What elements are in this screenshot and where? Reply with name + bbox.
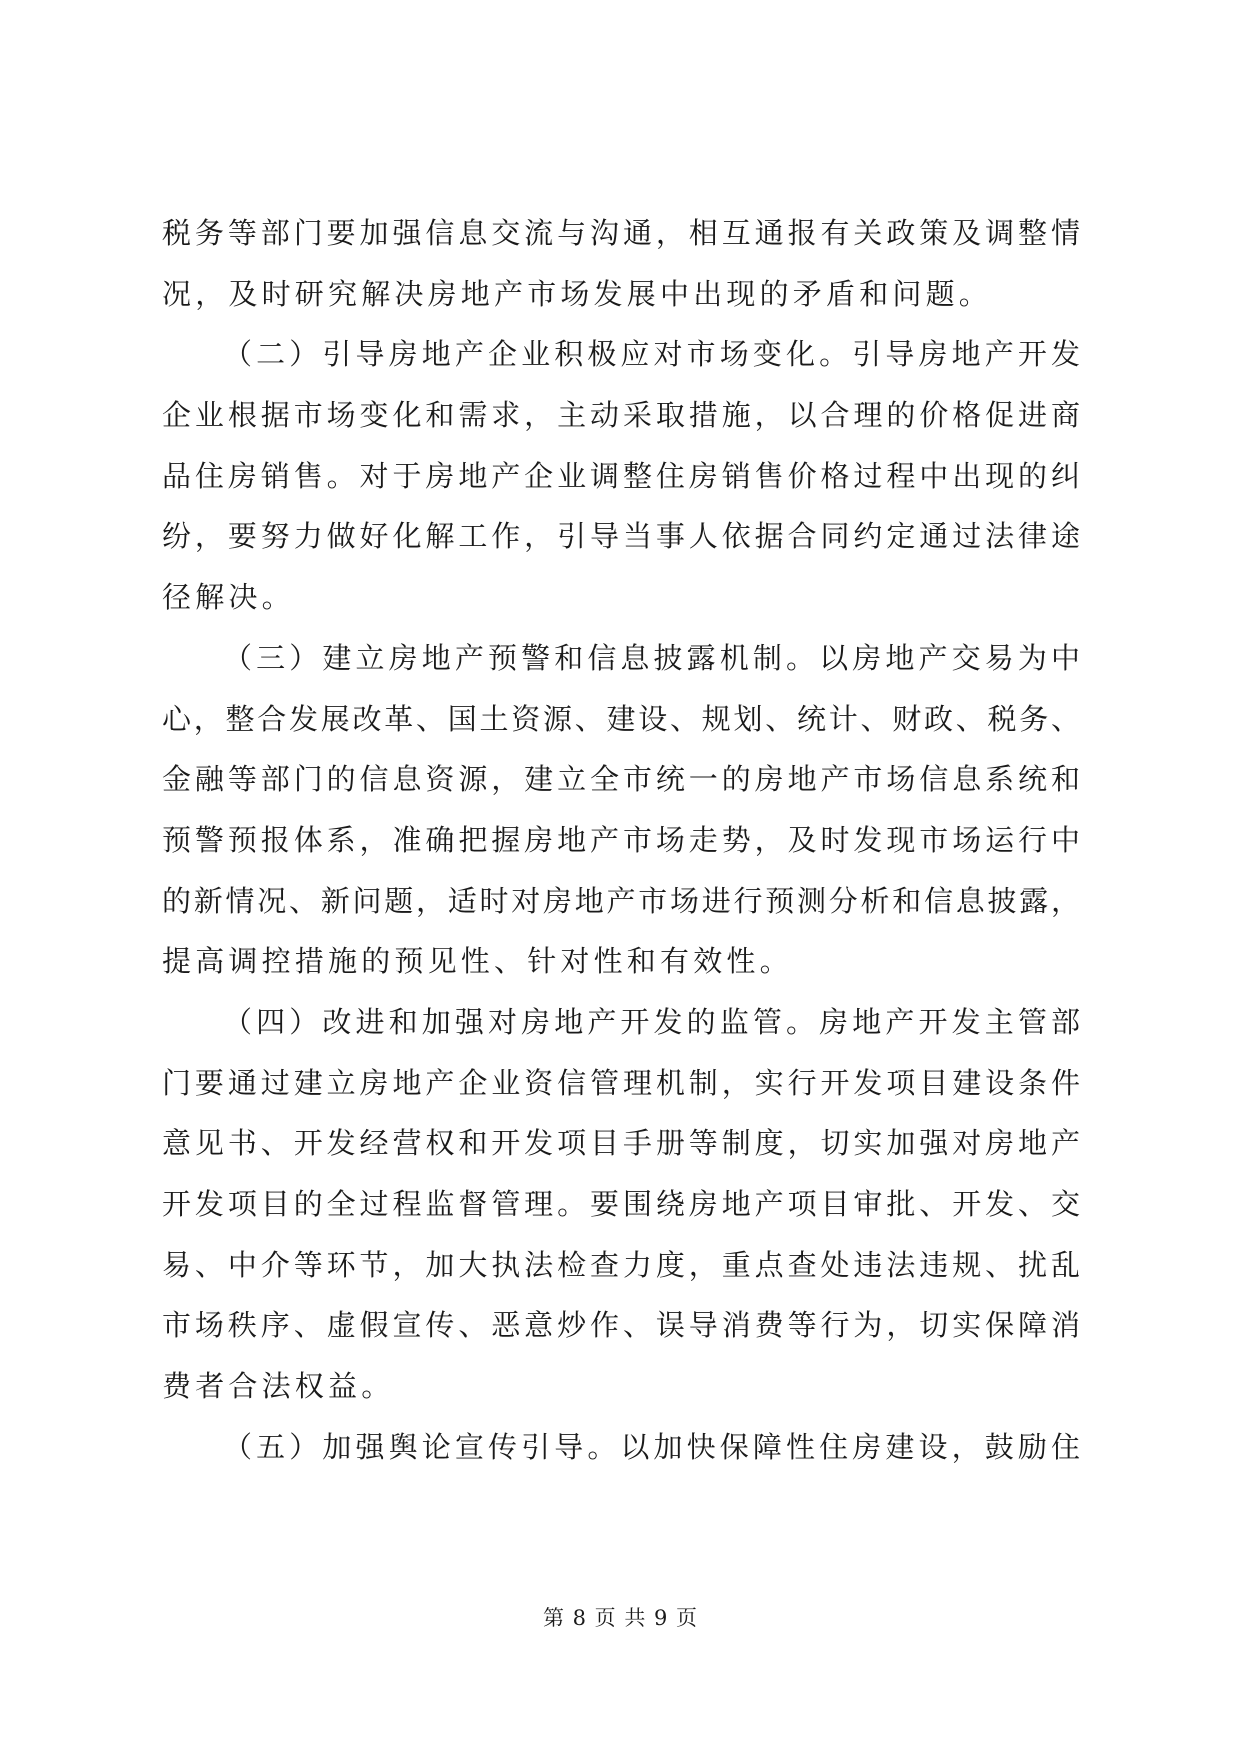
text-line: 径解决。 xyxy=(162,580,295,615)
text-line: 金融等部门的信息资源，建立全市统一的房地产市场信息系统和 xyxy=(162,762,1080,797)
text-line: 税务等部门要加强信息交流与沟通，相互通报有关政策及调整情 xyxy=(162,216,1080,250)
text-line: 易、中介等环节，加大执法检查力度，重点查处违法违规、扰乱 xyxy=(162,1247,1080,1282)
text-line: （四）改进和加强对房地产开发的监管。房地产开发主管部 xyxy=(223,1004,1080,1039)
text-line: （三）建立房地产预警和信息披露机制。以房地产交易为中 xyxy=(223,640,1080,675)
body-text xyxy=(162,203,1080,1477)
text-line: 开发项目的全过程监督管理。要围绕房地产项目审批、开发、交 xyxy=(162,1187,1080,1221)
text-line: 品住房销售。对于房地产企业调整住房销售价格过程中出现的纠 xyxy=(162,458,1080,493)
text-line: 的新情况、新问题，适时对房地产市场进行预测分析和信息披露， xyxy=(162,883,1080,918)
text-line: 况，及时研究解决房地产市场发展中出现的矛盾和问题。 xyxy=(162,276,993,311)
text-line: 提高调控措施的预见性、针对性和有效性。 xyxy=(162,944,793,979)
text-line: 心，整合发展改革、国土资源、建设、规划、统计、财政、税务、 xyxy=(162,701,1080,736)
text-line: 市场秩序、虚假宣传、恶意炒作、误导消费等行为，切实保障消 xyxy=(162,1308,1080,1343)
text-line: 纷，要努力做好化解工作，引导当事人依据合同约定通过法律途 xyxy=(162,519,1080,554)
text-line: 企业根据市场变化和需求，主动采取措施，以合理的价格促进商 xyxy=(162,398,1080,433)
text-line: （二）引导房地产企业积极应对市场变化。引导房地产开发 xyxy=(223,337,1080,372)
text-line: 费者合法权益。 xyxy=(162,1369,395,1404)
text-line: 意见书、开发经营权和开发项目手册等制度，切实加强对房地产 xyxy=(162,1126,1080,1161)
text-line: （五）加强舆论宣传引导。以加快保障性住房建设，鼓励住 xyxy=(223,1429,1080,1464)
text-line: 预警预报体系，准确把握房地产市场走势，及时发现市场运行中 xyxy=(162,822,1080,857)
page-footer: 第 8 页 共 9 页 xyxy=(542,1606,699,1630)
text-line: 门要通过建立房地产企业资信管理机制，实行开发项目建设条件 xyxy=(162,1065,1080,1100)
